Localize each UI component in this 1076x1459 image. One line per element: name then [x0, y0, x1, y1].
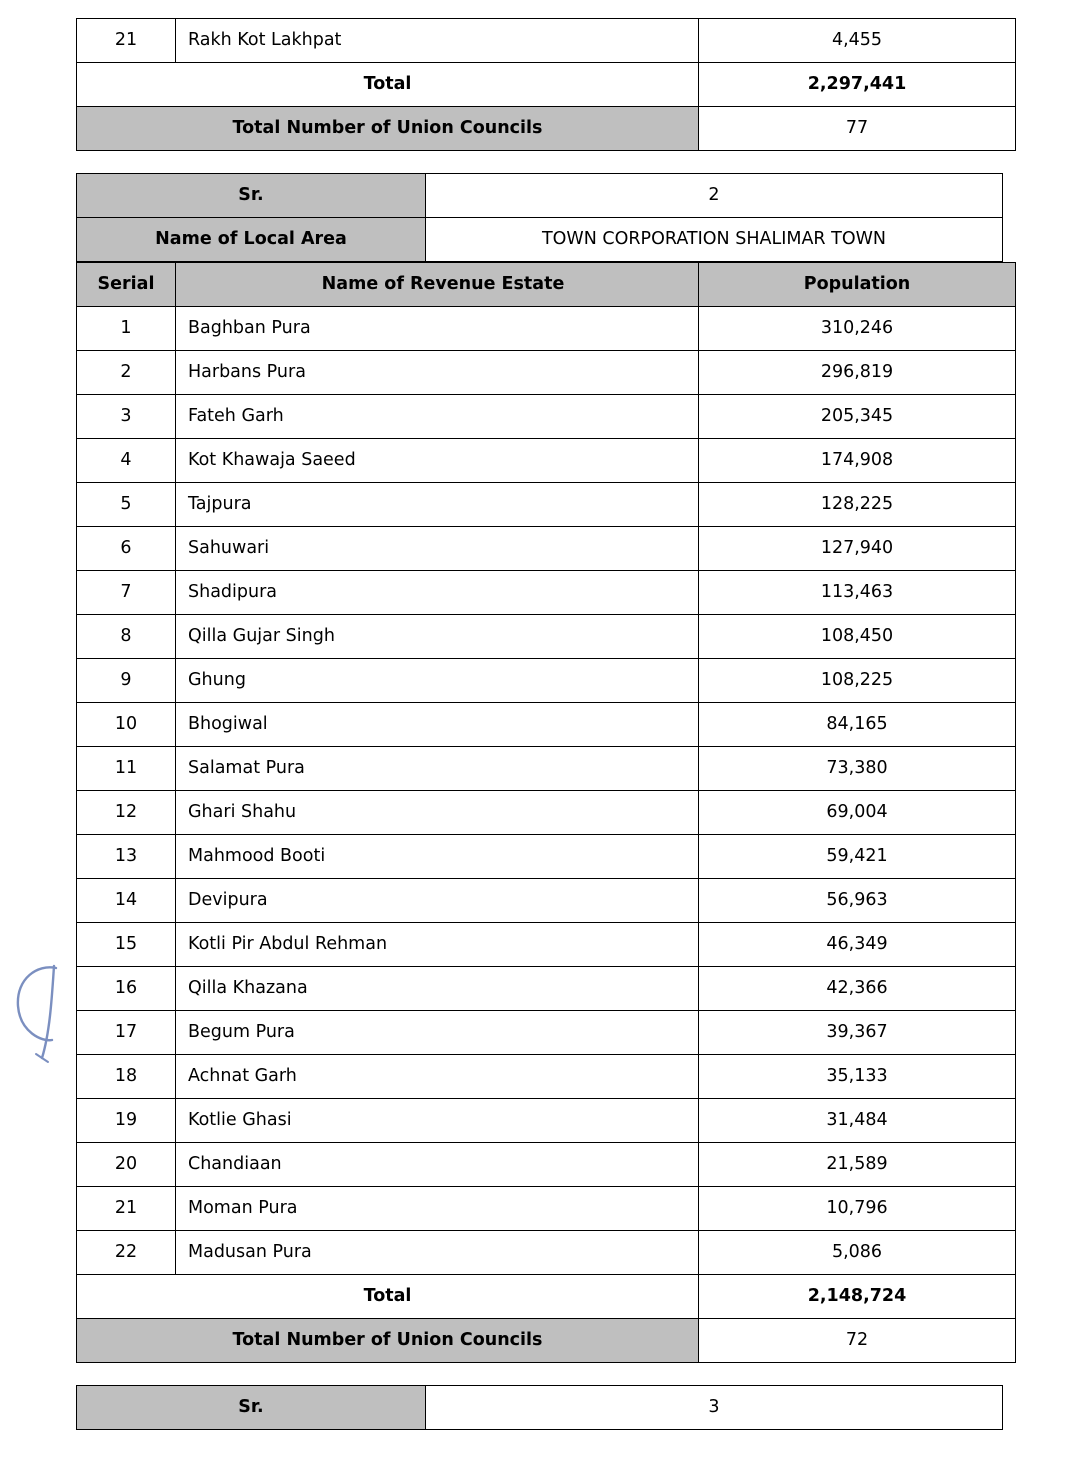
- sr-label: Sr.: [77, 174, 426, 218]
- row-population: 108,450: [699, 615, 1016, 659]
- table-row: [77, 571, 1016, 615]
- table-row: [77, 1099, 1016, 1143]
- table-row: [77, 967, 1016, 1011]
- row-name: Kot Khawaja Saeed: [176, 439, 699, 483]
- row-name: Harbans Pura: [176, 351, 699, 395]
- row-name: Achnat Garh: [176, 1055, 699, 1099]
- row-serial: 3: [77, 395, 176, 439]
- row-population: 84,165: [699, 703, 1016, 747]
- table-row: [77, 703, 1016, 747]
- row-name: Begum Pura: [176, 1011, 699, 1055]
- row-name: Kotlie Ghasi: [176, 1099, 699, 1143]
- row-name: Devipura: [176, 879, 699, 923]
- table-gap-2: [76, 1363, 1000, 1385]
- row-population: 108,225: [699, 659, 1016, 703]
- table-row: [77, 791, 1016, 835]
- table-row: [77, 659, 1016, 703]
- union-councils-label: Total Number of Union Councils: [77, 1319, 699, 1363]
- total-value: 2,148,724: [699, 1275, 1016, 1319]
- row-serial: 22: [77, 1231, 176, 1275]
- row-population: 296,819: [699, 351, 1016, 395]
- sr-value: 2: [426, 174, 1003, 218]
- row-population: 205,345: [699, 395, 1016, 439]
- table-row: [77, 1231, 1016, 1275]
- row-serial: 20: [77, 1143, 176, 1187]
- table-row: [77, 879, 1016, 923]
- row-serial: 8: [77, 615, 176, 659]
- row-population: 35,133: [699, 1055, 1016, 1099]
- sr-label: Sr.: [77, 1386, 426, 1430]
- table-row: [77, 1011, 1016, 1055]
- handwritten-checkmark-annotation: [8, 962, 84, 1082]
- row-population: 174,908: [699, 439, 1016, 483]
- table-row: [77, 835, 1016, 879]
- section-2-table: [76, 173, 1003, 262]
- table-gap: [76, 151, 1000, 173]
- row-serial: 15: [77, 923, 176, 967]
- table-row: [77, 19, 1016, 63]
- column-header-name: Name of Revenue Estate: [176, 263, 699, 307]
- row-population: 127,940: [699, 527, 1016, 571]
- union-councils-value: 72: [699, 1319, 1016, 1363]
- row-population: 128,225: [699, 483, 1016, 527]
- row-serial: 18: [77, 1055, 176, 1099]
- table-row: [77, 351, 1016, 395]
- row-serial: 6: [77, 527, 176, 571]
- table-row: [77, 1187, 1016, 1231]
- row-population: 21,589: [699, 1143, 1016, 1187]
- sr-row: [77, 174, 1003, 218]
- row-population: 113,463: [699, 571, 1016, 615]
- row-population: 4,455: [699, 19, 1016, 63]
- column-header-serial: Serial: [77, 263, 176, 307]
- row-name: Rakh Kot Lakhpat: [176, 19, 699, 63]
- table-row: [77, 1055, 1016, 1099]
- row-population: 69,004: [699, 791, 1016, 835]
- row-name: Mahmood Booti: [176, 835, 699, 879]
- row-serial: 9: [77, 659, 176, 703]
- row-serial: 12: [77, 791, 176, 835]
- row-population: 31,484: [699, 1099, 1016, 1143]
- table-row: [77, 615, 1016, 659]
- row-serial: 2: [77, 351, 176, 395]
- row-serial: 11: [77, 747, 176, 791]
- total-label: Total: [77, 1275, 699, 1319]
- row-name: Kotli Pir Abdul Rehman: [176, 923, 699, 967]
- row-name: Salamat Pura: [176, 747, 699, 791]
- row-name: Shadipura: [176, 571, 699, 615]
- column-header-population: Population: [699, 263, 1016, 307]
- section-2-estates-table: [76, 262, 1016, 1363]
- row-serial: 19: [77, 1099, 176, 1143]
- sr-value: 3: [426, 1386, 1003, 1430]
- row-serial: 7: [77, 571, 176, 615]
- table-row: [77, 747, 1016, 791]
- union-councils-row: [77, 107, 1016, 151]
- section-3-table: [76, 1385, 1003, 1430]
- row-name: Sahuwari: [176, 527, 699, 571]
- row-population: 5,086: [699, 1231, 1016, 1275]
- row-population: 46,349: [699, 923, 1016, 967]
- previous-section-table-tail: [76, 18, 1016, 151]
- total-row: [77, 1275, 1016, 1319]
- row-name: Tajpura: [176, 483, 699, 527]
- row-name: Fateh Garh: [176, 395, 699, 439]
- local-area-value: TOWN CORPORATION SHALIMAR TOWN: [426, 218, 1003, 262]
- row-population: 42,366: [699, 967, 1016, 1011]
- row-population: 310,246: [699, 307, 1016, 351]
- union-councils-label: Total Number of Union Councils: [77, 107, 699, 151]
- table-row: [77, 483, 1016, 527]
- row-name: Chandiaan: [176, 1143, 699, 1187]
- sr-row: [77, 1386, 1003, 1430]
- row-population: 39,367: [699, 1011, 1016, 1055]
- union-councils-value: 77: [699, 107, 1016, 151]
- row-name: Baghban Pura: [176, 307, 699, 351]
- table-row: [77, 1143, 1016, 1187]
- table-row: [77, 923, 1016, 967]
- table-header-row: [77, 263, 1016, 307]
- row-population: 10,796: [699, 1187, 1016, 1231]
- table-row: [77, 395, 1016, 439]
- row-serial: 16: [77, 967, 176, 1011]
- row-serial: 21: [77, 1187, 176, 1231]
- row-serial: 17: [77, 1011, 176, 1055]
- row-name: Ghung: [176, 659, 699, 703]
- union-councils-row: [77, 1319, 1016, 1363]
- total-value: 2,297,441: [699, 63, 1016, 107]
- total-label: Total: [77, 63, 699, 107]
- table-row: [77, 307, 1016, 351]
- row-serial: 21: [77, 19, 176, 63]
- table-row: [77, 527, 1016, 571]
- row-serial: 5: [77, 483, 176, 527]
- row-name: Madusan Pura: [176, 1231, 699, 1275]
- row-population: 73,380: [699, 747, 1016, 791]
- row-serial: 14: [77, 879, 176, 923]
- row-population: 56,963: [699, 879, 1016, 923]
- row-name: Qilla Khazana: [176, 967, 699, 1011]
- local-area-row: [77, 218, 1003, 262]
- row-population: 59,421: [699, 835, 1016, 879]
- row-serial: 10: [77, 703, 176, 747]
- row-serial: 13: [77, 835, 176, 879]
- local-area-label: Name of Local Area: [77, 218, 426, 262]
- row-name: Ghari Shahu: [176, 791, 699, 835]
- row-name: Moman Pura: [176, 1187, 699, 1231]
- row-name: Bhogiwal: [176, 703, 699, 747]
- row-serial: 1: [77, 307, 176, 351]
- row-serial: 4: [77, 439, 176, 483]
- table-row: [77, 439, 1016, 483]
- row-name: Qilla Gujar Singh: [176, 615, 699, 659]
- total-row: [77, 63, 1016, 107]
